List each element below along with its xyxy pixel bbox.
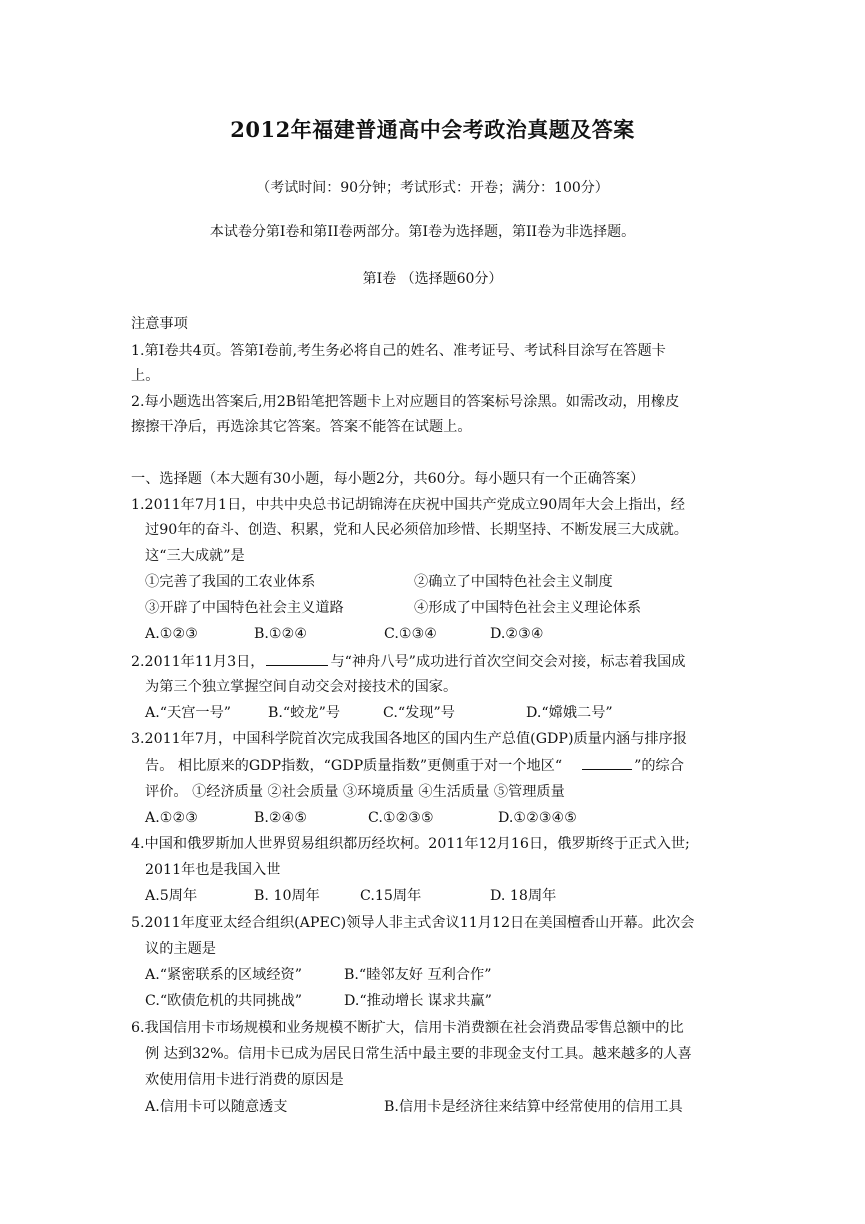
q5-line-1: 5.2011年度亚太经合组织(APEC)领导人非主式舍议11月12日在美国檀香山开幕。此次会 [131, 915, 695, 931]
q4-option-b: B. 10周年 [254, 888, 320, 904]
q1-item-2: ②确立了中国特色社会主义制度 [414, 574, 613, 590]
q3-option-d: D.①②③④⑤ [498, 810, 577, 826]
q1-line-3: 这“三大成就”是 [145, 548, 245, 564]
q1-line-1: 1.2011年7月1日，中共中央总书记胡锦涛在庆祝中国共产党成立90周年大会上指出，经 [131, 497, 685, 513]
part1-heading: 一、选择题（本大题有30小题，每小题2分，共60分。每小题只有一个正确答案） [131, 471, 645, 487]
q6-line-3: 欢使用信用卡进行消费的原因是 [145, 1072, 344, 1088]
q5-option-a: A.“紧密联系的区域经资” [145, 967, 302, 983]
q6-line-1: 6.我国信用卡市场规模和业务规模不断扩大，信用卡消费额在社会消费品零售总额中的比 [131, 1020, 684, 1036]
q1-line-2: 过90年的奋斗、创造、积累，党和人民必须倍加珍惜、长期坚持、不断发展三大成就。 [145, 522, 688, 538]
notes-heading: 注意事项 [131, 316, 188, 332]
q3-line-2 [145, 755, 684, 776]
q6-line-2: 例 达到32%。信用卡已成为居民日常生活中最主要的非现金支付工具。越来越多的人喜 [145, 1046, 692, 1062]
q3-line-2-post: ”的综合 [634, 758, 684, 774]
exam-info: （考试时间：90分钟；考试形式：开卷；满分：100分） [256, 180, 609, 196]
q4-option-a: A.5周年 [145, 888, 198, 904]
q3-option-c: C.①②③⑤ [368, 810, 434, 826]
q1-item-4: ④形成了中国特色社会主义理论体系 [414, 600, 642, 616]
q5-option-d: D.“推动增长 谋求共赢” [344, 993, 492, 1009]
document-title: 2012年福建普通高中会考政治真题及答案 [230, 117, 635, 142]
q2-option-a: A.“天宫一号” [145, 705, 232, 721]
q5-line-2: 议的主题是 [145, 941, 216, 957]
q1-option-b: B.①②④ [254, 626, 308, 642]
note-2-line-1: 2.每小题选出答案后,用2B铅笔把答题卡上对应题目的答案标号涂黑。如需改动，用橡皮 [131, 394, 680, 410]
q6-option-a: A.信用卡可以随意透支 [145, 1099, 288, 1115]
note-1-line-2: 上。 [131, 368, 160, 384]
q1-option-a: A.①②③ [145, 626, 198, 642]
q5-option-c: C.“欧债危机的共同挑战” [145, 993, 303, 1009]
q4-option-d: D. 18周年 [490, 888, 557, 904]
q3-option-a: A.①②③ [145, 810, 198, 826]
q1-option-c: C.①③④ [384, 626, 438, 642]
q2-line-1-post: 与“神舟八号”成功进行首次空间交会对接，标志着我国成 [330, 654, 686, 670]
q2-line-1 [131, 651, 686, 672]
section-title: 第I卷 （选择题60分） [362, 271, 503, 287]
q2-option-c: C.“发现”号 [383, 705, 455, 721]
q5-option-b: B.“睦邻友好 互利合作” [344, 967, 492, 983]
q3-line-3: 评价。 ①经济质量 ②社会质量 ③环境质量 ④生活质量 ⑤管理质量 [145, 784, 565, 800]
intro-text: 本试卷分第I卷和第II卷两部分。第I卷为选择题，第II卷为非选择题。 [209, 224, 636, 240]
q3-option-b: B.②④⑤ [254, 810, 308, 826]
q2-fill-blank [266, 651, 328, 666]
q6-option-b: B.信用卡是经济往来结算中经常使用的信用工具 [384, 1099, 683, 1115]
q4-line-1: 4.中国和俄罗斯加人世界贸易组织都历经坎柯。2011年12月16日，俄罗斯终于正式入世; [131, 836, 690, 852]
q2-line-1-pre: 2.2011年11月3日， [131, 654, 265, 670]
q1-item-1: ①完善了我国的工农业体系 [145, 574, 316, 590]
q2-option-b: B.“蛟龙”号 [268, 705, 341, 721]
q4-option-c: C.15周年 [360, 888, 422, 904]
q2-line-2: 为第三个独立掌握空间自动交会对接技术的国家。 [145, 679, 458, 695]
note-2-line-2: 擦擦干净后，再选涂其它答案。答案不能答在试题上。 [131, 419, 472, 435]
q3-line-2-pre: 告。 相比原来的GDP指数，“GDP质量指数”更侧重于对一个地区“ [145, 758, 563, 774]
q3-fill-blank [582, 755, 632, 770]
q2-option-d: D.“嫦娥二号” [526, 705, 613, 721]
q1-option-d: D.②③④ [490, 626, 544, 642]
q3-line-1: 3.2011年7月，中国科学院首次完成我国各地区的国内生产总值(GDP)质量内涵与排序报 [131, 731, 687, 747]
note-1-line-1: 1.第I卷共4页。答第I卷前,考生务必将自己的姓名、准考证号、考试科目涂写在答题卡 [131, 343, 666, 359]
q4-line-2: 2011年也是我国入世 [145, 862, 281, 878]
q1-item-3: ③开辟了中国特色社会主义道路 [145, 600, 344, 616]
